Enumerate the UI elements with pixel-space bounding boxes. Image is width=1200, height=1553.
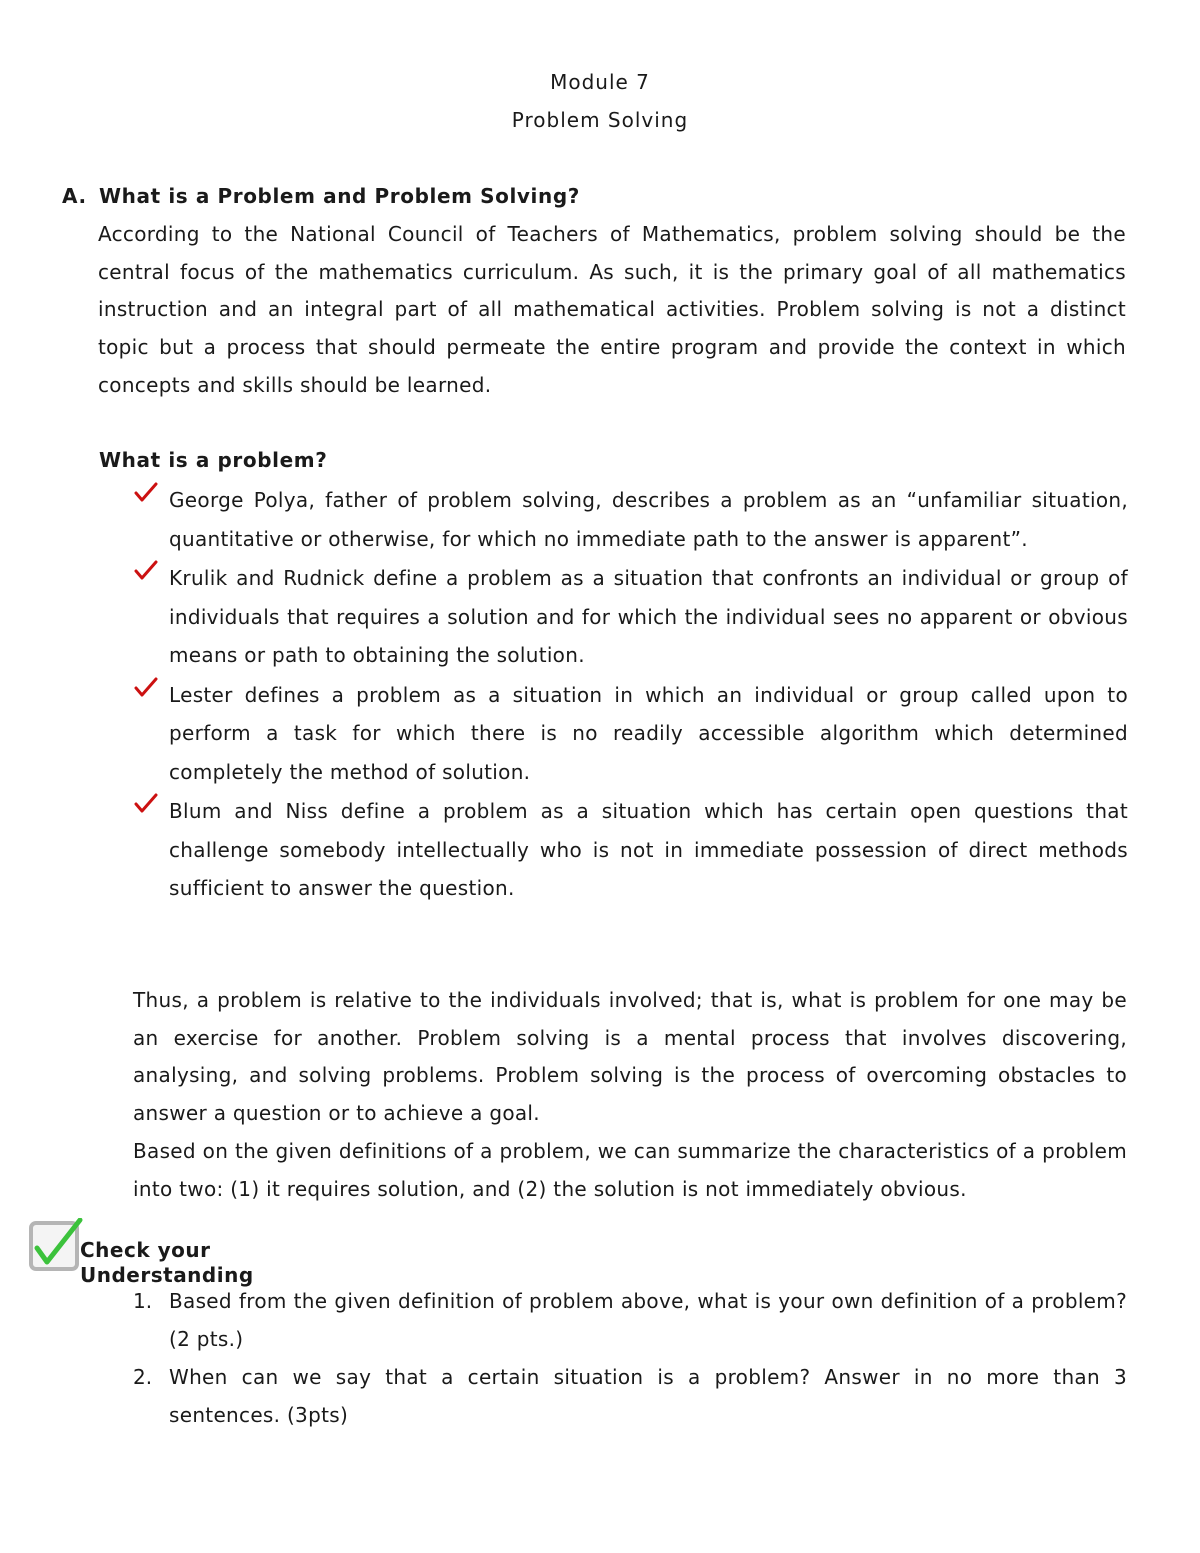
question-item [133,1359,1127,1434]
check-understanding-line1: Check your [80,1238,211,1262]
definition-item-lester [134,676,1128,792]
definition-text: Krulik and Rudnick define a problem as a situation that confronts an individual or group of individuals that requires a solution and for which the individual sees no apparent or obvious means or path to obtaining the solution. [169,566,1128,667]
intro-paragraph: According to the National Council of Teachers of Mathematics, problem solving should be the central focus of the mathematics curriculum. As such, it is the primary goal of all mathematics instruction and an integral part of all mathematical activities. Problem solving is not a distinct topic but a process that should permeate the entire program and provide the context in which concepts and skills should be learned. [98,222,1126,397]
definition-item-blum [134,792,1128,908]
module-number: Module 7 [550,70,650,94]
question-list [133,1283,1127,1434]
summary-paragraph: Thus, a problem is relative to the individuals involved; that is, what is problem for one may be an exercise for another. Problem solving is a mental process that involves discovering, analysing, and solving problems. Problem solving is the process of overcoming obstacles to answer a question or to achieve a goal. [133,988,1127,1126]
what-is-problem-heading: What is a problem? [99,448,328,472]
question-text: Based from the given definition of problem above, what is your own definition of a problem? (2 pts.) [169,1289,1127,1351]
definition-list [134,481,1128,908]
check-box-icon [28,1218,84,1274]
question-number: 1. [133,1289,153,1313]
definition-text: Lester defines a problem as a situation in which an individual or group called upon to perform a task for which there is no readily accessible algorithm which determined completely the method of solution. [169,682,1128,784]
section-a-heading [62,184,580,208]
question-text: When can we say that a certain situation is a problem? Answer in no more than 3 sentences. (3pts) [169,1365,1127,1427]
module-title: Problem Solving [511,108,689,132]
section-a-title: What is a Problem and Problem Solving? [99,184,580,208]
checkmark-icon [134,481,158,505]
check-understanding-line2: Understanding [80,1263,254,1287]
checkmark-icon [134,676,158,700]
question-number: 2. [133,1365,153,1389]
question-item [133,1283,1127,1358]
definition-text: Blum and Niss define a problem as a situation which has certain open questions that challenge somebody intellectually who is not in immediate possession of direct methods sufficient to answer the question. [169,799,1128,900]
characteristics-paragraph: Based on the given definitions of a problem, we can summarize the characteristics of a problem into two: (1) it requires solution, and (2) the solution is not immediately obvious. [133,1139,1127,1201]
definition-item-krulik [134,559,1128,675]
definition-text: George Polya, father of problem solving, describes a problem as an “unfamiliar situation, quantitative or otherwise, for which no immediate path to the answer is apparent”. [169,488,1128,551]
check-understanding-heading [80,1238,254,1288]
checkmark-icon [134,792,158,816]
checkmark-icon [134,559,158,583]
definition-item-polya [134,481,1128,558]
section-letter: A. [62,184,87,208]
